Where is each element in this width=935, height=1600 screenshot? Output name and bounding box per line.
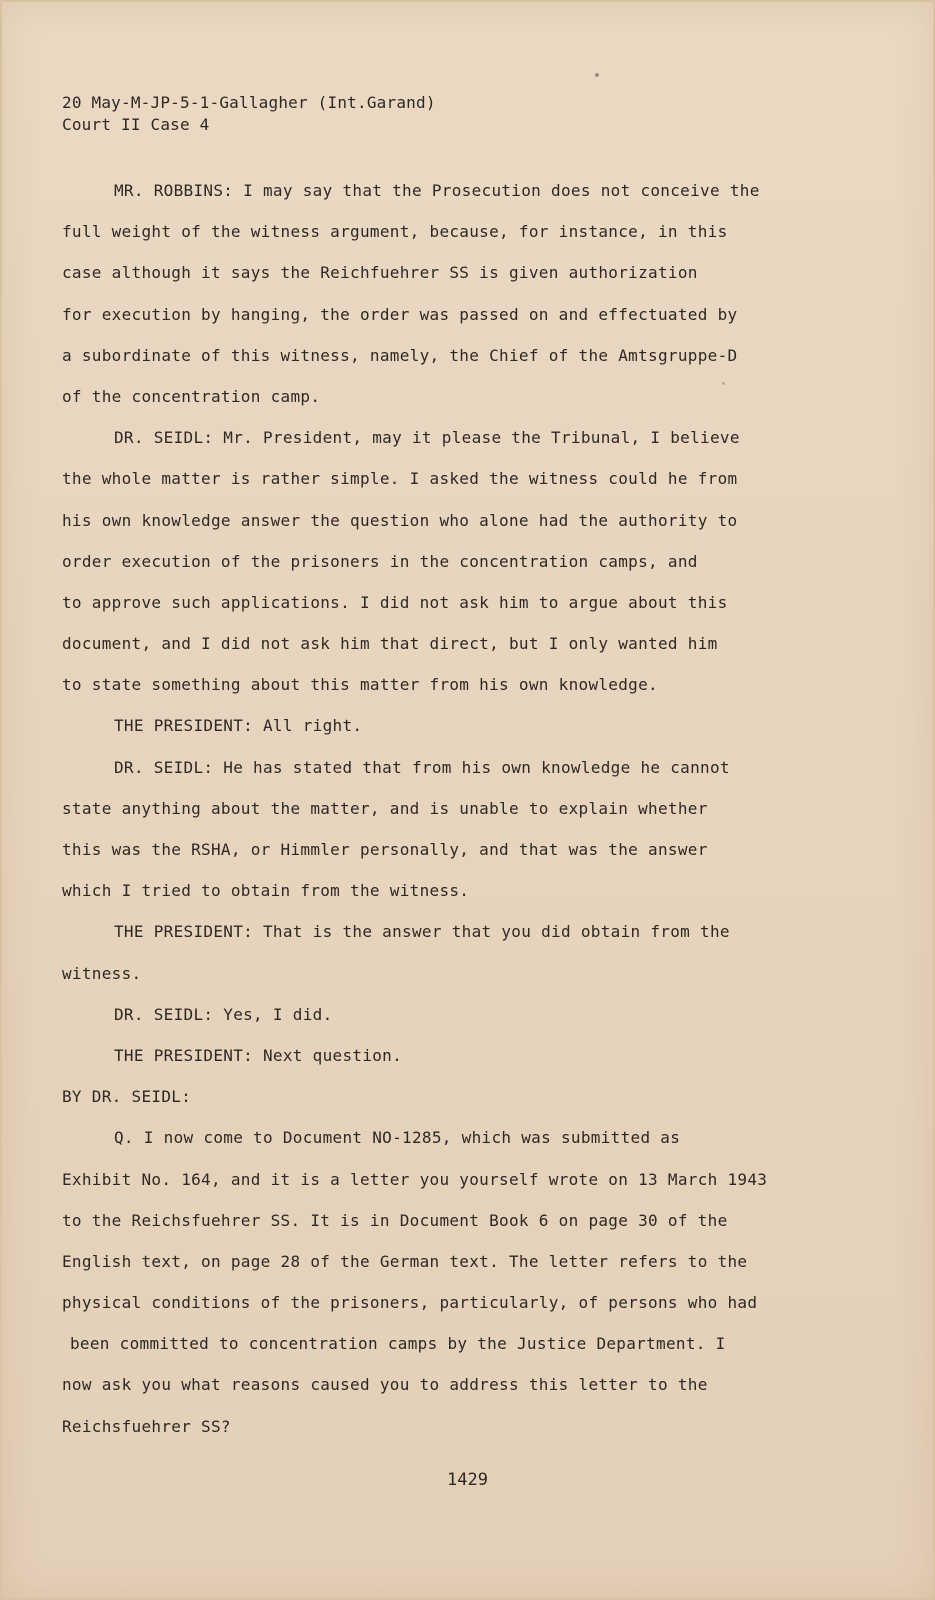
text-line: Q. I now come to Document NO-1285, which was submitted as [114, 1128, 681, 1148]
header-line-court: Court II Case 4 [62, 115, 210, 134]
text-line: English text, on page 28 of the German text. The letter refers to the [62, 1251, 748, 1271]
page-number: 1429 [447, 1470, 488, 1490]
text-line: to state something about this matter from his own knowledge. [62, 675, 658, 695]
text-line: document, and I did not ask him that direct, but I only wanted him [62, 634, 718, 654]
text-line: Reichsfuehrer SS? [62, 1416, 231, 1436]
text-line: order execution of the prisoners in the concentration camps, and [62, 551, 698, 571]
text-line: state anything about the matter, and is unable to explain whether [62, 798, 708, 818]
text-line: DR. SEIDL: Yes, I did. [114, 1004, 333, 1024]
text-line: THE PRESIDENT: Next question. [114, 1045, 403, 1065]
text-line: witness. [62, 963, 142, 983]
text-line: this was the RSHA, or Himmler personally, and that was the answer [62, 840, 708, 859]
text-line: his own knowledge answer the question who alone had the authority to [62, 510, 738, 530]
text-line: THE PRESIDENT: That is the answer that you did obtain from the [114, 922, 730, 942]
text-line: of the concentration camp. [62, 386, 321, 406]
text-line: the whole matter is rather simple. I asked the witness could he from [62, 469, 738, 489]
transcript-body [62, 170, 802, 1447]
text-line: physical conditions of the prisoners, particularly, of persons who had [62, 1293, 758, 1313]
text-line: to approve such applications. I did not ask him to argue about this [62, 592, 728, 612]
header-line-session: 20 May-M-JP-5-1-Gallagher (Int.Garand) [62, 93, 436, 112]
text-line: full weight of the witness argument, because, for instance, in this [62, 222, 728, 242]
paper-speck [595, 73, 599, 77]
text-line: THE PRESIDENT: All right. [114, 716, 363, 736]
text-line: been committed to concentration camps by the Justice Department. I [70, 1334, 726, 1354]
text-line: case although it says the Reichfuehrer SS is given authorization [62, 263, 698, 283]
text-line: to the Reichsfuehrer SS. It is in Document Book 6 on page 30 of the [62, 1210, 728, 1230]
transcript-header [62, 92, 436, 136]
text-line: DR. SEIDL: He has stated that from his own knowledge he cannot [114, 757, 730, 777]
text-line: Exhibit No. 164, and it is a letter you yourself wrote on 13 March 1943 [62, 1169, 768, 1189]
text-line: DR. SEIDL: Mr. President, may it please the Tribunal, I believe [114, 428, 740, 448]
text-line: BY DR. SEIDL: [62, 1087, 192, 1107]
text-line: which I tried to obtain from the witness. [62, 881, 470, 901]
text-line: a subordinate of this witness, namely, the Chief of the Amtsgruppe-D [62, 345, 738, 365]
text-line: MR. ROBBINS: I may say that the Prosecution does not conceive the [114, 181, 760, 200]
text-line: now ask you what reasons caused you to address this letter to the [62, 1375, 708, 1395]
paper-speck [722, 382, 725, 385]
text-line: for execution by hanging, the order was passed on and effectuated by [62, 304, 738, 324]
